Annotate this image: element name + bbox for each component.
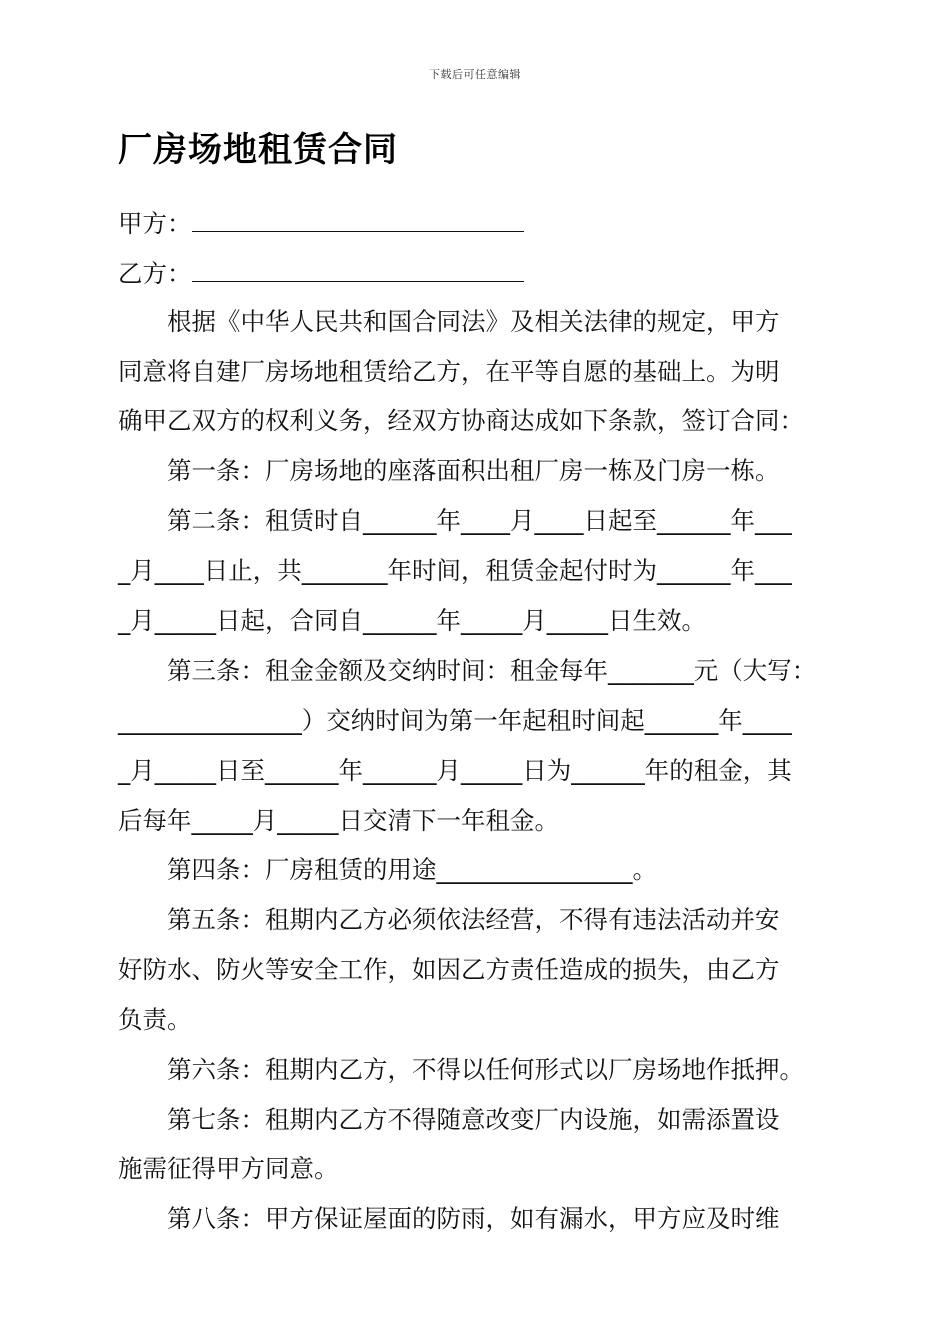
body-line: 根据《中华人民共和国合同法》及相关法律的规定，甲方 <box>118 307 780 336</box>
party-a-label: 甲方： <box>118 209 192 238</box>
clause-2: 第二条：租赁时自______年____月____日起至______年___ <box>118 506 792 535</box>
body-line: _月_____日起，合同自______年_____月_____日生效。 <box>118 606 706 635</box>
party-a-blank[interactable] <box>192 205 524 232</box>
party-a-line <box>118 205 524 241</box>
clause-8: 第八条：甲方保证屋面的防雨，如有漏水，甲方应及时维 <box>118 1204 780 1233</box>
header-note: 下载后可任意编辑 <box>429 68 521 81</box>
clause-3: 第三条：租金金额及交纳时间：租金每年_______元（大写： <box>118 656 817 685</box>
party-b-blank[interactable] <box>192 255 524 282</box>
clause-6: 第六条：租期内乙方，不得以任何形式以厂房场地作抵押。 <box>118 1055 804 1084</box>
body-line: 好防水、防火等安全工作，如因乙方责任造成的损失，由乙方 <box>118 955 780 984</box>
body-line: _月____日止，共_______年时间，租赁金起付时为______年___ <box>118 556 792 585</box>
clause-5: 第五条：租期内乙方必须依法经营，不得有违法活动并安 <box>118 905 780 934</box>
body-line: 施需征得甲方同意。 <box>118 1154 339 1183</box>
body-line: 负责。 <box>118 1005 192 1034</box>
party-b-label: 乙方： <box>118 259 192 288</box>
document-title: 厂房场地租赁合同 <box>118 130 398 170</box>
body-line: _月_____日至______年______月_____日为______年的租金，其 <box>118 756 792 785</box>
clause-1: 第一条：厂房场地的座落面积出租厂房一栋及门房一栋。 <box>118 456 780 485</box>
body-line: 同意将自建厂房场地租赁给乙方，在平等自愿的基础上。为明 <box>118 357 780 386</box>
body-line: 确甲乙双方的权利义务，经双方协商达成如下条款，签订合同： <box>118 406 804 435</box>
party-b-line <box>118 255 524 291</box>
clause-7: 第七条：租期内乙方不得随意改变厂内设施，如需添置设 <box>118 1105 780 1134</box>
clause-4: 第四条：厂房租赁的用途________________。 <box>118 855 657 884</box>
body-line: _______________）交纳时间为第一年起租时间起______年____ <box>118 706 792 735</box>
body-line: 后每年_____月_____日交清下一年租金。 <box>118 806 559 835</box>
